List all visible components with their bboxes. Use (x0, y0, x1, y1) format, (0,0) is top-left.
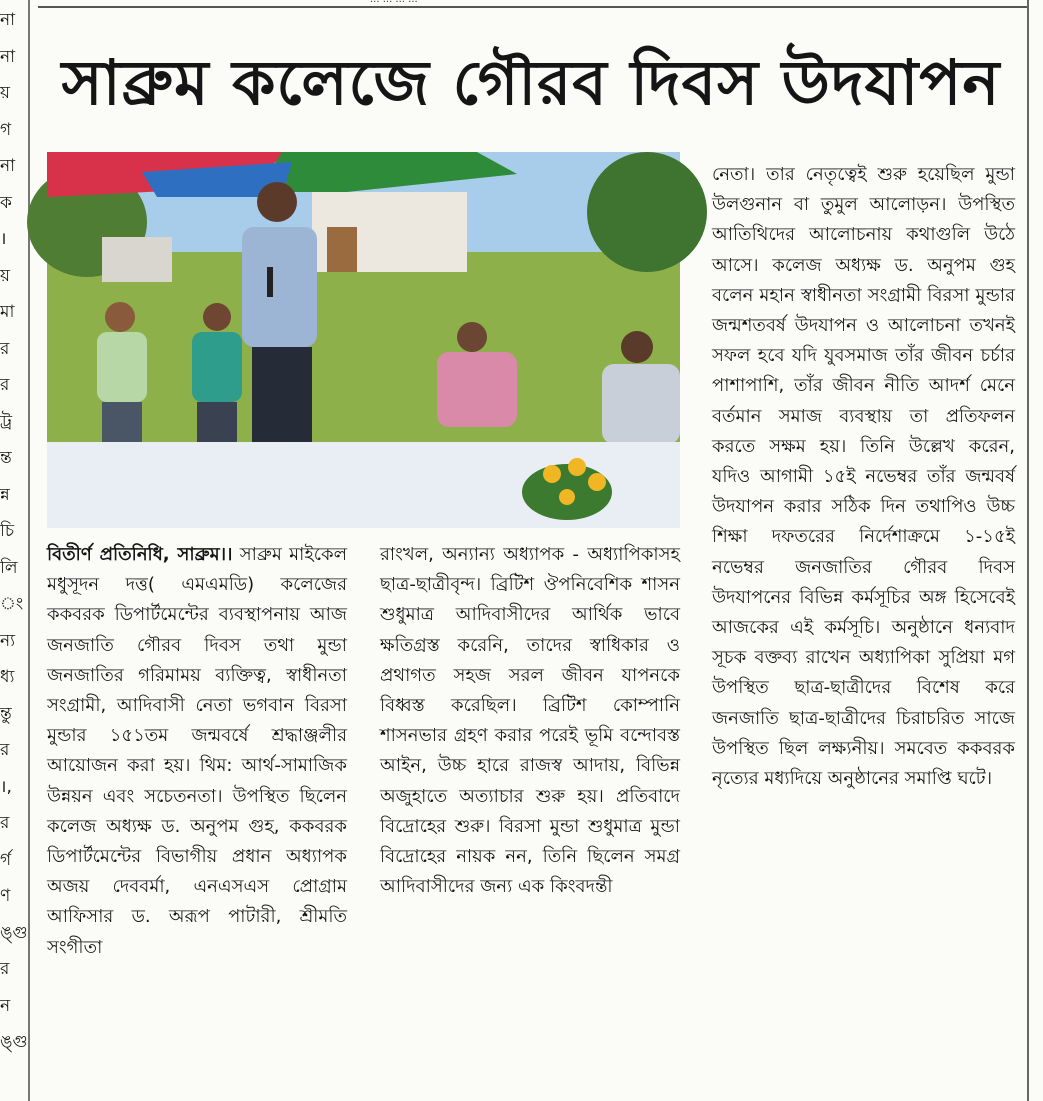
left-strip-fragment: । (0, 229, 7, 249)
headline: সাব্রুম কলেজে গৌরব দিবস উদযাপন (61, 46, 1001, 119)
photo-building-door (327, 227, 357, 272)
left-strip-fragment: ঙ্গু (0, 922, 28, 943)
left-strip-fragment: র (0, 740, 10, 760)
left-strip-fragment: য় (0, 265, 11, 286)
left-strip-fragment: ঙ্গু (0, 1032, 28, 1052)
top-rule (38, 6, 1027, 8)
photo-tree-right (587, 152, 707, 272)
article-column-3-text: নেতা। তার নেতৃত্বেই শুরু হয়েছিল মুন্ডা উলগুনান বা তুমুল আলোড়ন। উপস্থিত আতিথিদের আলোচনায় কথাগুলি উঠে আসে। কলেজ অধ্যক্ষ ড. অনুপম গুহ বলেন মহান স্বাধীনতা সংগ্রামী বিরসা মুন্ডার জন্মশতবর্ষ উদযাপন ও আলোচনা তখনই সফল হবে যদি যুবসমাজ তাঁর জীবন চর্চার পাশাপাশি, তাঁর জীবন নীতি আদর্শ মেনে বর্তমান সমাজ ব্যবস্থায় তা প্রতিফলন করতে সক্ষম হয়। তিনি উল্লেখ করেন, যদিও আগামী ১৫ই নভেম্বর তাঁর জন্মবর্ষ উদযাপন করার সঠিক দিন তথাপিও উচ্চ শিক্ষা দফতরের নির্দেশাক্রমে ১-১৫ই নভেম্বর জনজাতির গৌরব দিবস উদযাপনের বিভিন্ন কর্মসূচির অঙ্গ হিসেবেই আজকের এই কর্মসূচি। অনুষ্ঠানে ধন্যবাদ সূচক বক্তব্য রাখেন অধ্যাপিকা সুপ্রিয়া মগ উপস্থিত ছাত্র-ছাত্রীদের বিশেষ করে জনজাতি ছাত্র-ছাত্রীদের চিরাচরিত সাজে উপস্থিত ছিল লক্ষ্যনীয়। সমবেত ককবরক নৃত্যের মধ্যদিয়ে অনুষ্ঠানের সমাপ্তি ঘটে। (712, 164, 1015, 790)
left-strip-fragment: মা (0, 302, 15, 322)
left-strip-fragment: য় (0, 83, 11, 103)
left-strip-fragment: ধ্য (0, 667, 15, 687)
left-strip-fragment: লি (0, 557, 18, 578)
article-column-1 (47, 540, 347, 1100)
photo-illustration (47, 152, 680, 528)
left-strip-fragment: না (0, 10, 16, 30)
left-strip-fragment: র্গ (0, 849, 12, 870)
left-strip-fragment: ক (0, 192, 12, 213)
article-column-3 (712, 160, 1015, 1100)
right-column-rule (1027, 0, 1029, 1101)
left-strip-fragment: ন্ত (0, 448, 12, 468)
left-strip-fragment: চি (0, 521, 15, 541)
left-strip-fragment: ট্র (0, 411, 13, 432)
top-fragment-text (370, 0, 890, 5)
left-strip-fragment: ন্য (0, 630, 16, 651)
article-byline: বিতীর্ণ প্রতিনিধি, সাব্রুম।। (47, 544, 233, 565)
top-text-fragment (370, 0, 890, 6)
left-strip-fragment: ন্তু (0, 703, 12, 724)
left-strip-fragment: ।, (0, 776, 12, 797)
article-column-1-text: সাব্রুম মাইকেল মধুসূদন দত্ত( এমএমডি) কলেজের ককবরক ডিপার্টমেন্টের ব্যবস্থাপনায় আজ জনজাতি গৌরব দিবস তথা মুন্ডা জনজাতির গরিমাময় ব্যক্তিত্ব, স্বাধীনতা সংগ্রামী, আদিবাসী নেতা ভগবান বিরসা মুন্ডার ১৫১তম জন্মবর্ষে শ্রদ্ধাঞ্জলীর আয়োজন করা হয়। থিম: আর্থ-সামাজিক উন্নয়ন এবং সচেতনতা। উপস্থিত ছিলেন কলেজ অধ্যক্ষ ড. অনুপম গুহ, ককবরক ডিপার্টমেন্টের বিভাগীয় প্রধান অধ্যাপক অজয় দেববর্মা, এনএসএস প্রোগ্রাম আফিসার ড. অরূপ পাটারী, শ্রীমতি সংগীতা (47, 544, 347, 958)
left-strip-fragment: ং (0, 594, 24, 614)
photo-shed (102, 237, 172, 282)
left-strip-fragment: ণ (0, 886, 11, 906)
left-strip-fragment: ন (0, 995, 11, 1016)
left-strip-fragment: র (0, 338, 10, 359)
left-strip-fragment: ন্ন (0, 484, 10, 505)
left-strip-fragment: র (0, 375, 10, 395)
left-strip-fragment: গ (0, 119, 12, 140)
left-strip-fragment: র (0, 813, 10, 833)
article-column-2-text: রাংখল, অন্যান্য অধ্যাপক - অধ্যাপিকাসহ ছাত্র-ছাত্রীবৃন্দ। ব্রিটিশ ঔপনিবেশিক শাসন শুধুমাত্র আদিবাসীদের আর্থিক ভাবে ক্ষতিগ্রস্ত করেনি, তাদের স্বাধিকার ও প্রথাগত সহজ সরল জীবন যাপনকে বিধ্বস্ত করেছিল। ব্রিটিশ কোম্পানি শাসনভার গ্রহণ করার পরেই ভূমি বন্দোবস্ত আইন, উচ্চ হারে রাজস্ব আদায়, বিভিন্ন অজুহাতে অত্যাচার শুরু হয়। প্রতিবাদে বিদ্রোহের শুরু। বিরসা মুন্ডা শুধুমাত্র মুন্ডা বিদ্রোহের নায়ক নন, তিনি ছিলেন সমগ্র আদিবাসীদের জন্য এক কিংবদন্তী (380, 544, 680, 898)
article-column-2 (380, 540, 680, 1100)
left-strip-fragment: না (0, 46, 16, 67)
left-strip-fragment: র (0, 959, 10, 979)
left-strip-fragment: না (0, 156, 16, 176)
article-photo (47, 152, 680, 528)
left-column-rule (28, 0, 30, 1101)
left-clipped-column (0, 0, 28, 1101)
